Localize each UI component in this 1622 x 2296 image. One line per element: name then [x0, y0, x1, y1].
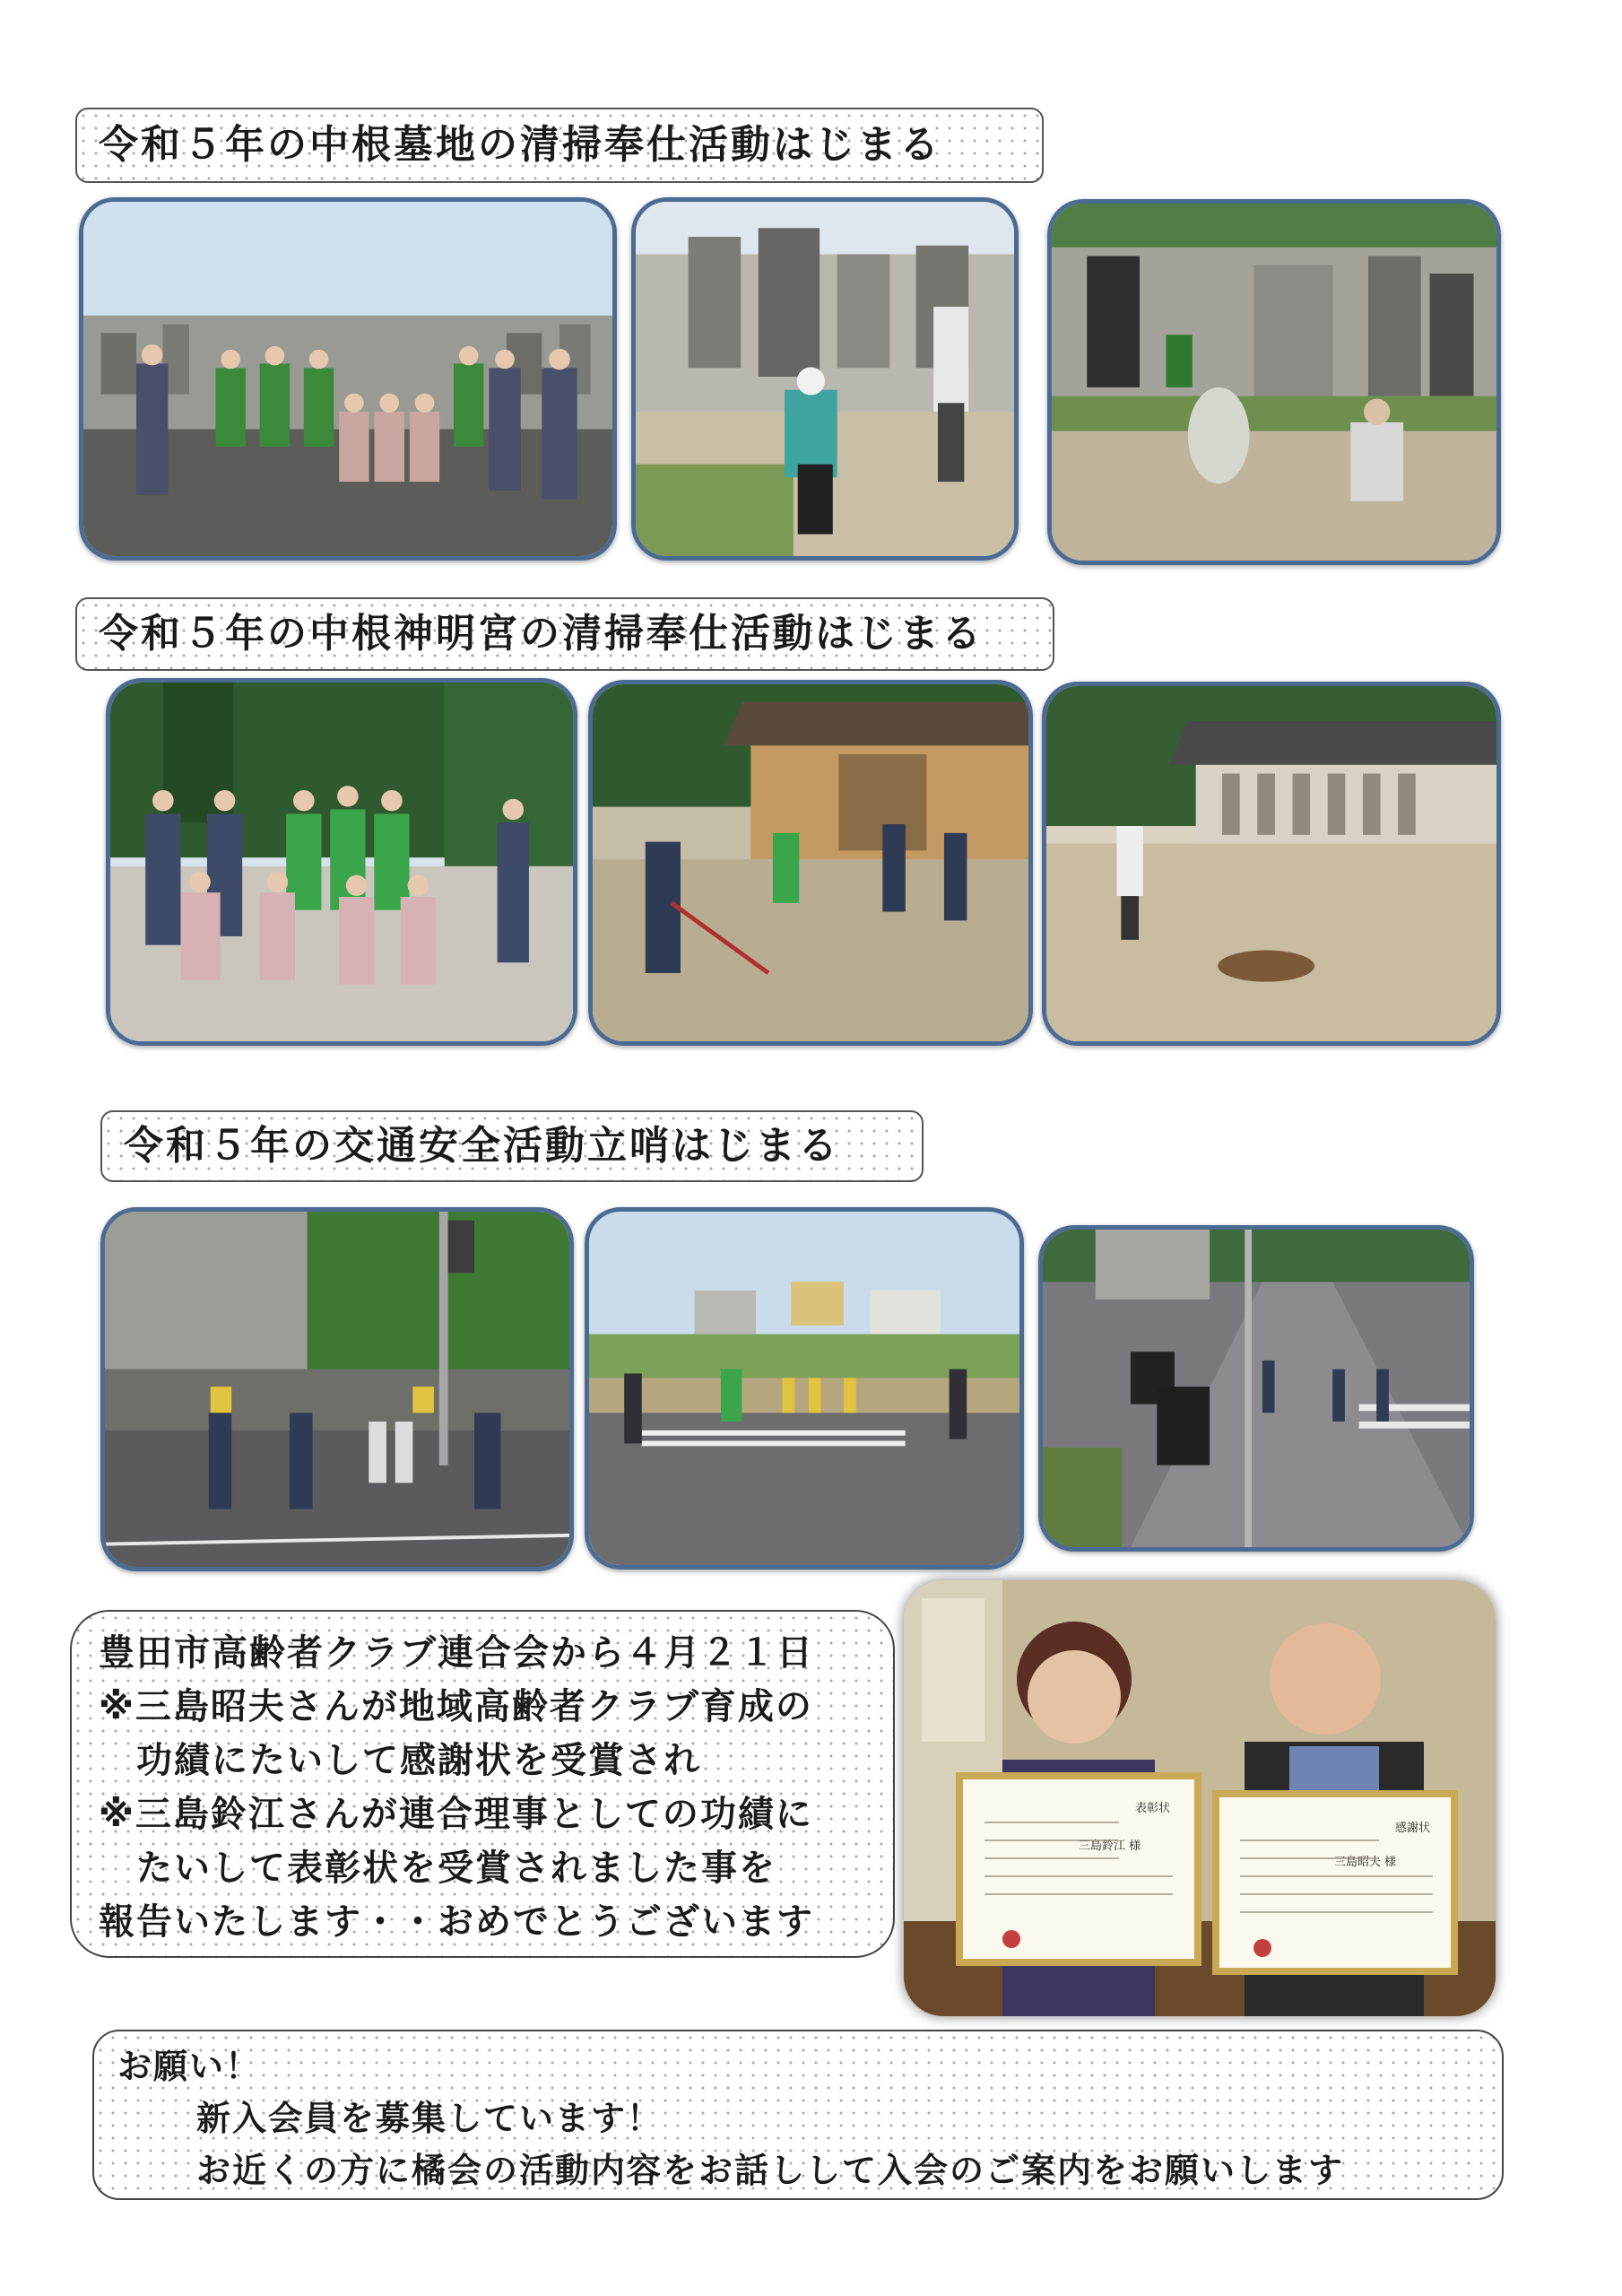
right-certificate-title: 感謝状	[1395, 1822, 1431, 1835]
membership-request	[92, 2030, 1504, 2200]
right-certificate-recipient: 三島昭夫 様	[1334, 1856, 1397, 1869]
traffic-safety-photo-2	[585, 1207, 1024, 1570]
section1-heading	[75, 108, 1044, 183]
section2-heading	[75, 597, 1054, 671]
award-line-6: 報告いたします・・おめでとうございます	[99, 1901, 814, 1943]
shrine-cleaning-photo-2	[1042, 682, 1501, 1046]
traffic-safety-photo-1	[100, 1207, 574, 1571]
cemetery-group-photo	[79, 197, 617, 561]
traffic-safety-photo-3	[1038, 1225, 1474, 1552]
section3-heading	[100, 1110, 924, 1182]
request-line-3: お近くの方に橘会の活動内容をお話しして入会のご案内をお願いします	[196, 2151, 1345, 2190]
award-line-2: ※三島昭夫さんが地域高齢者クラブ育成の	[99, 1686, 813, 1727]
section1-heading-text: 令和５年の中根墓地の清掃奉仕活動はじまる	[99, 122, 941, 168]
award-announcement	[70, 1610, 895, 1958]
section3-heading-text: 令和５年の交通安全活動立哨はじまる	[124, 1123, 840, 1169]
shrine-cleaning-photo-1	[588, 680, 1033, 1046]
award-line-1: 豊田市高齢者クラブ連合会から４月２１日	[99, 1632, 814, 1674]
shrine-group-photo	[106, 678, 577, 1046]
section2-heading-text: 令和５年の中根神明宮の清掃奉仕活動はじまる	[99, 611, 984, 657]
cemetery-cleaning-photo-2	[1047, 199, 1501, 565]
left-certificate-title: 表彰状	[1135, 1802, 1171, 1815]
left-certificate-recipient: 三島鈴江 様	[1079, 1839, 1141, 1853]
award-recipients-photo	[904, 1580, 1496, 2016]
award-line-5: たいして表彰状を受賞されました事を	[136, 1848, 776, 1889]
request-line-2: 新入会員を募集しています！	[196, 2099, 664, 2138]
cemetery-cleaning-photo-1	[631, 197, 1019, 561]
award-line-3: 功績にたいして感謝状を受賞され	[136, 1740, 701, 1781]
request-line-1: お願い！	[117, 2047, 262, 2086]
award-line-4: ※三島鈴江さんが連合理事としての功績に	[99, 1794, 813, 1835]
